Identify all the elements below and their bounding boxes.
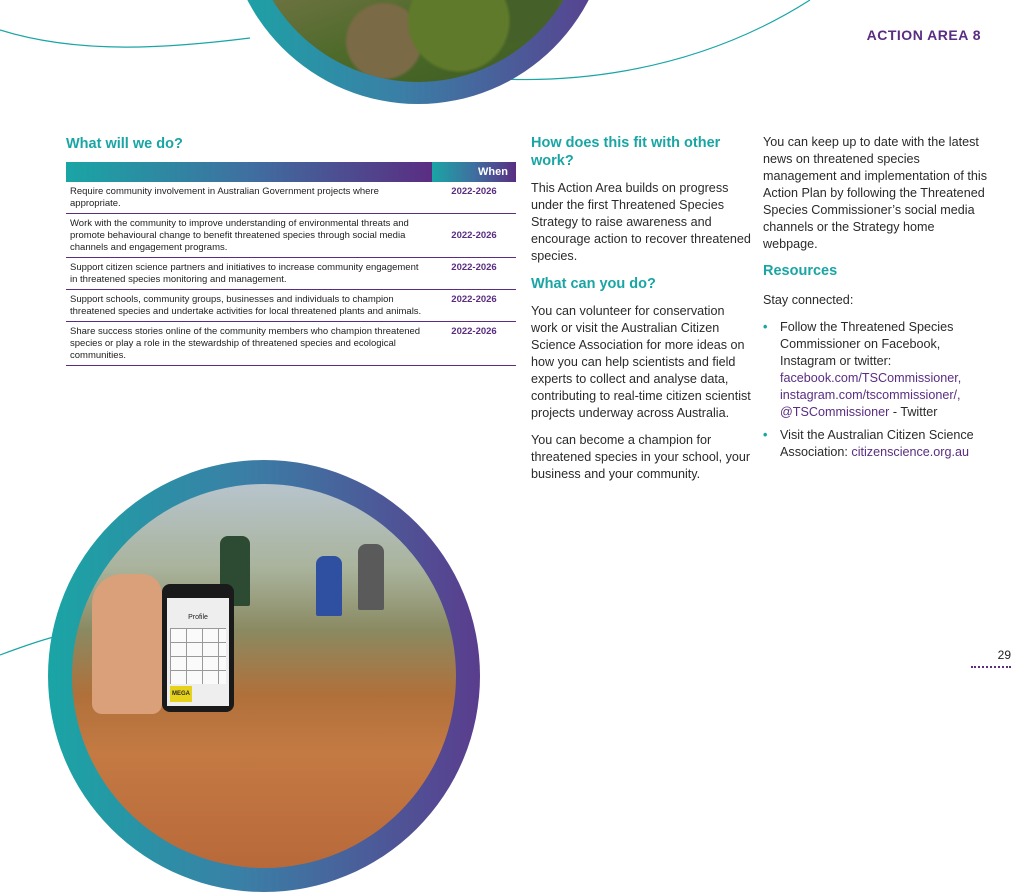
table-header-row [66, 162, 516, 182]
bullet-icon: • [763, 320, 768, 334]
table-header-when: When [432, 162, 516, 182]
field-survey-photo-circle [48, 460, 480, 892]
action-cell: Support citizen science partners and initiatives to increase community engagement in threatened species monitoring and management. [66, 258, 432, 290]
table-row [66, 258, 516, 290]
phone-screen-graph [170, 628, 226, 684]
hand [92, 574, 162, 714]
when-cell: 2022-2026 [432, 182, 516, 214]
list-item [763, 319, 988, 421]
bullet-text: Follow the Threatened Species Commissioner on Facebook, Instagram or twitter: [780, 320, 954, 368]
table-row [66, 214, 516, 258]
phone-screen-title: Profile [188, 614, 208, 621]
action-cell: Work with the community to improve understanding of environmental threats and promote behavioural change to benefit threatened species through social media channels and engagement programs. [66, 214, 432, 258]
when-cell: 2022-2026 [432, 258, 516, 290]
stay-connected-text: Stay connected: [763, 293, 854, 307]
bullet-icon: • [763, 428, 768, 442]
section-heading: What will we do? [66, 136, 183, 152]
fit-heading: How does this fit with other work? [531, 135, 721, 169]
what-will-we-do-section [66, 136, 516, 366]
action-area-label: ACTION AREA 8 [866, 27, 981, 43]
citizen-science-link[interactable]: citizenscience.org.au [851, 445, 970, 459]
updates-paragraph: You can keep up to date with the latest news on threatened species management and implementation of this Action Plan by following the Threatened Species Commissioner’s social media channels or the Strategy home webpage. [763, 135, 988, 251]
when-cell: 2022-2026 [432, 214, 516, 258]
twitter-link[interactable]: @TSCommissioner [780, 405, 890, 419]
facebook-link[interactable]: facebook.com/TSCommissioner, [780, 371, 962, 385]
person-figure [358, 544, 384, 610]
table-row [66, 290, 516, 322]
action-cell: Support schools, community groups, businesses and individuals to champion threatened species and undertake activities for local threatened plants and animals. [66, 290, 432, 322]
phone-badge: MEGA [170, 686, 192, 702]
table-row [66, 322, 516, 366]
right-column [763, 134, 988, 467]
instagram-link[interactable]: instagram.com/tscommissioner/, [780, 388, 961, 402]
list-item [763, 427, 988, 461]
table-row [66, 182, 516, 214]
bullet-text: Visit the Australian Citizen Science Association: [780, 428, 974, 459]
actions-table [66, 162, 516, 366]
champion-paragraph: You can become a champion for threatened species in your school, your business and your community. [531, 433, 751, 481]
table-header-action [66, 162, 432, 182]
action-cell: Share success stories online of the community members who champion threatened species or play a role in the stewardship of threatened species and ecological communities. [66, 322, 432, 366]
resources-heading: Resources [763, 263, 838, 279]
when-cell: 2022-2026 [432, 322, 516, 366]
middle-column [531, 134, 751, 493]
person-figure [316, 556, 342, 616]
twitter-suffix: - Twitter [889, 405, 938, 419]
phone-screen [167, 598, 229, 706]
smartphone [162, 584, 234, 712]
action-cell: Require community involvement in Australian Government projects where appropriate. [66, 182, 432, 214]
resources-list [763, 319, 988, 461]
what-can-you-do-heading: What can you do? [531, 276, 656, 292]
page-number: 29 [971, 648, 1011, 668]
fit-paragraph: This Action Area builds on progress under the first Threatened Species Strategy to raise awareness and encourage action to recover threatened species. [531, 181, 751, 263]
field-survey-image [72, 484, 456, 868]
volunteer-paragraph: You can volunteer for conservation work or visit the Australian Citizen Science Association for more ideas on how you can help scientists and field experts to collect and analyse data, contributing to real-time citizen scientist projects underway across Australia. [531, 304, 751, 420]
when-cell: 2022-2026 [432, 290, 516, 322]
